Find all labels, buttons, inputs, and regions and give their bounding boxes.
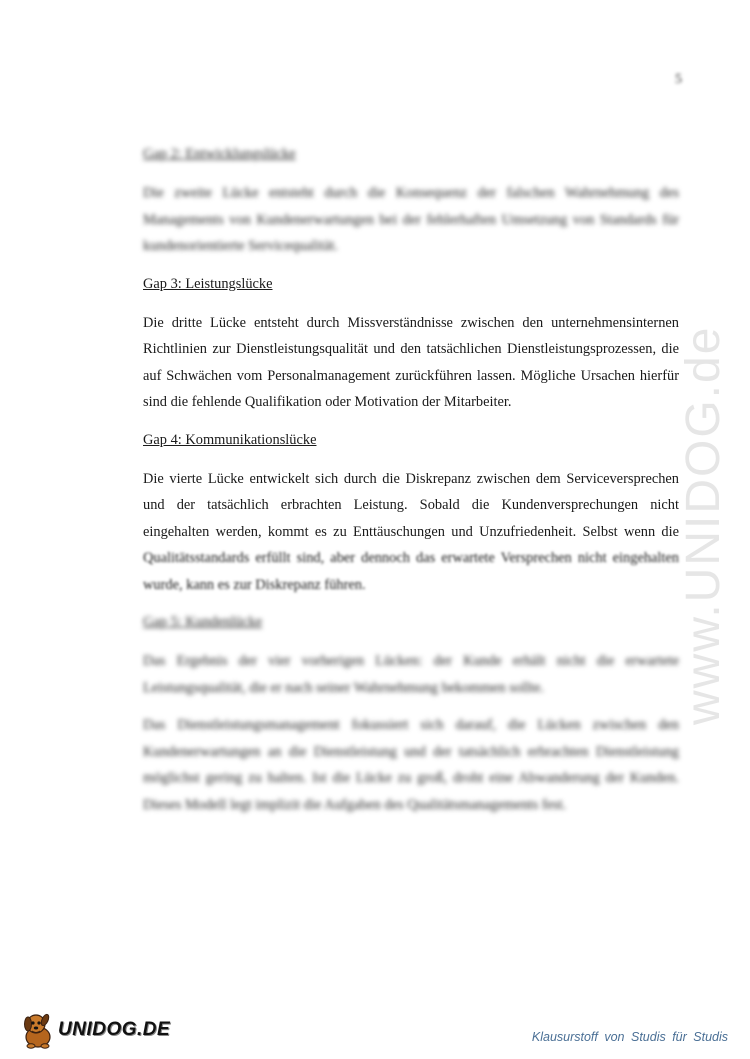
paragraph-clear-text: Die vierte Lücke entwickelt sich durch die Diskrepanz zwischen dem Serviceversprechen und der tatsächlich erbrachten Leistung. Sobald die Kundenversprechungen nicht eingehalten werden, kommt es zu Enttäuschungen und Unzufriedenheit. Selbst wenn die	[143, 470, 679, 540]
footer-logo[interactable]	[20, 1010, 170, 1050]
section-gap-5	[143, 609, 679, 818]
footer-tagline: Klausurstoff von Studis für Studis	[531, 1030, 728, 1044]
section-paragraph: Das Ergebnis der vier vorherigen Lücken: der Kunde erhält nicht die erwartete Leistungsqualität, die er nach seiner Wahrnehmung bekommen sollte.	[143, 653, 679, 696]
section-paragraph: Die dritte Lücke entsteht durch Missverständnisse zwischen den unternehmensinternen Richtlinien zur Dienstleistungsqualität und den tatsächlichen Dienstleistungsprozessen, die auf Schwächen vom Personalmanagement zurückführen lassen. Mögliche Ursachen hierfür sind die fehlende Qualifikation oder Motivation der Mitarbeiter.	[143, 314, 679, 410]
section-heading: Gap 3: Leistungslücke	[143, 275, 273, 292]
logo-text: UNIDOG.DE	[58, 1019, 171, 1040]
section-paragraph	[143, 466, 679, 599]
document-body	[143, 141, 679, 829]
section-gap-3	[143, 271, 679, 416]
section-heading: Gap 2: Entwicklungslücke	[143, 146, 296, 162]
section-heading: Gap 5: Kundenlücke	[143, 614, 263, 630]
section-heading: Gap 4: Kommunikationslücke	[143, 431, 317, 448]
section-paragraph: Die zweite Lücke entsteht durch die Konsequenz der falschen Wahrnehmung des Managements von Kundenerwartungen bei der fehlerhaften Umsetzung von Standards für kundenorientierte Servicequalität.	[143, 185, 679, 254]
dog-mascot-icon	[20, 1011, 56, 1049]
paragraph-faded-text: Qualitätsstandards erfüllt sind, aber dennoch das erwartete Versprechen nicht eingehalten wurde, kann es zur Diskrepanz führen.	[143, 550, 679, 593]
page-number: 5	[675, 72, 682, 87]
section-paragraph: Das Dienstleistungsmanagement fokussiert sich darauf, die Lücken zwischen den Kundenerwartungen an die Dienstleistung und der tatsächlich erbrachten Dienstleistung möglichst gering zu halten. Ist die Lücke zu groß, droht eine Abwanderung der Kunden. Dieses Modell legt implizit die Aufgaben des Qualitätsmanagements fest.	[143, 717, 679, 813]
section-gap-2	[143, 141, 679, 260]
section-gap-4	[143, 427, 679, 599]
watermark-text: www.UNIDOG.de	[677, 325, 730, 725]
